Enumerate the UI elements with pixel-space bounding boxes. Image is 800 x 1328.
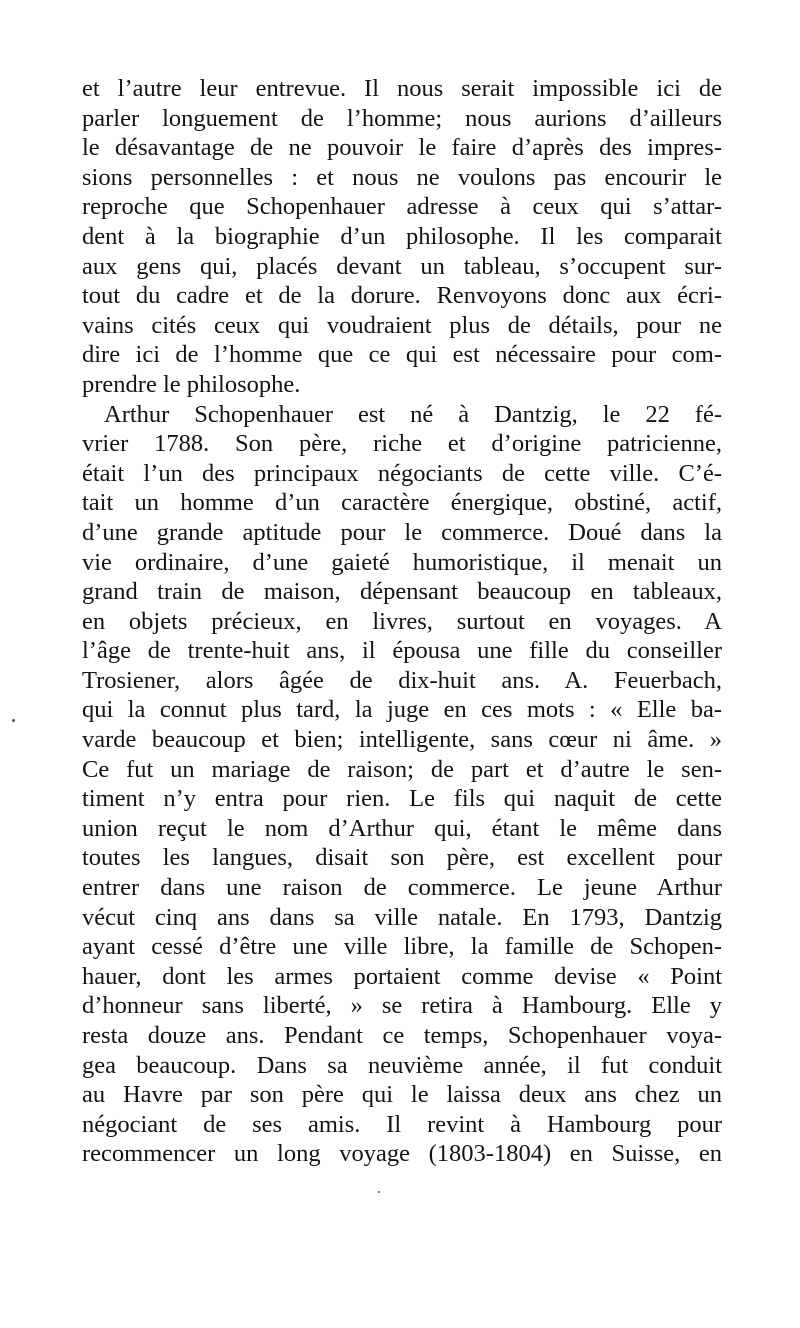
text-line: aux gens qui, placés devant un tableau, s’occupent sur-	[82, 252, 722, 280]
text-line: parler longuement de l’homme; nous aurions d’ailleurs	[82, 104, 722, 132]
text-line: toutes les langues, disait son père, est excellent pour	[82, 844, 722, 872]
text-line: négociant de ses amis. Il revint à Hambourg pour	[82, 1110, 722, 1138]
text-line: vécut cinq ans dans sa ville natale. En 1793, Dantzig	[82, 903, 722, 931]
text-line: tout du cadre et de la dorure. Renvoyons donc aux écri-	[82, 282, 722, 310]
text-line: en objets précieux, en livres, surtout en voyages. A	[82, 607, 722, 635]
text-line: d’une grande aptitude pour le commerce. Doué dans la	[82, 518, 722, 546]
text-line: timent n’y entra pour rien. Le fils qui naquit de cette	[82, 785, 722, 813]
paragraph-end-line: prendre le philosophe.	[82, 370, 301, 398]
paragraph-start-line: Arthur Schopenhauer est né à Dantzig, le 22 fé-	[104, 400, 722, 428]
text-line: reproche que Schopenhauer adresse à ceux qui s’attar-	[82, 193, 722, 221]
text-line: ayant cessé d’être une ville libre, la famille de Schopen-	[82, 933, 722, 961]
text-line: gea beaucoup. Dans sa neuvième année, il fut conduit	[82, 1051, 722, 1079]
text-line: tait un homme d’un caractère énergique, obstiné, actif,	[82, 489, 722, 517]
text-line: Trosiener, alors âgée de dix-huit ans. A. Feuerbach,	[82, 666, 722, 694]
text-line: était l’un des principaux négociants de cette ville. C’é-	[82, 459, 722, 487]
text-line: recommencer un long voyage (1803-1804) en Suisse, en	[82, 1140, 722, 1168]
text-line: varde beaucoup et bien; intelligente, sans cœur ni âme. »	[82, 726, 722, 754]
text-line: d’honneur sans liberté, » se retira à Hambourg. Elle y	[82, 992, 722, 1020]
text-line: l’âge de trente-huit ans, il épousa une fille du conseiller	[82, 637, 722, 665]
text-line: sions personnelles : et nous ne voulons pas encourir le	[82, 163, 722, 191]
scan-speck	[378, 1191, 380, 1193]
text-line: le désavantage de ne pouvoir le faire d’après des impres-	[82, 134, 722, 162]
text-line: vie ordinaire, d’une gaieté humoristique, il menait un	[82, 548, 722, 576]
text-line: dent à la biographie d’un philosophe. Il les comparait	[82, 222, 722, 250]
text-line: qui la connut plus tard, la juge en ces mots : « Elle ba-	[82, 696, 722, 724]
text-line: vrier 1788. Son père, riche et d’origine patricienne,	[82, 430, 722, 458]
text-line: au Havre par son père qui le laissa deux ans chez un	[82, 1081, 722, 1109]
text-line: hauer, dont les armes portaient comme devise « Point	[82, 962, 722, 990]
scan-speck	[12, 719, 15, 722]
text-line: resta douze ans. Pendant ce temps, Schopenhauer voya-	[82, 1022, 722, 1049]
text-line: dire ici de l’homme que ce qui est nécessaire pour com-	[82, 341, 722, 369]
text-line: entrer dans une raison de commerce. Le jeune Arthur	[82, 874, 722, 902]
text-line: union reçut le nom d’Arthur qui, étant le même dans	[82, 814, 722, 842]
body-text	[82, 74, 722, 1169]
text-line: Ce fut un mariage de raison; de part et d’autre le sen-	[82, 755, 722, 783]
text-line: et l’autre leur entrevue. Il nous serait impossible ici de	[82, 75, 722, 102]
text-line: vains cités ceux qui voudraient plus de détails, pour ne	[82, 311, 722, 339]
text-line: grand train de maison, dépensant beaucoup en tableaux,	[82, 578, 722, 606]
